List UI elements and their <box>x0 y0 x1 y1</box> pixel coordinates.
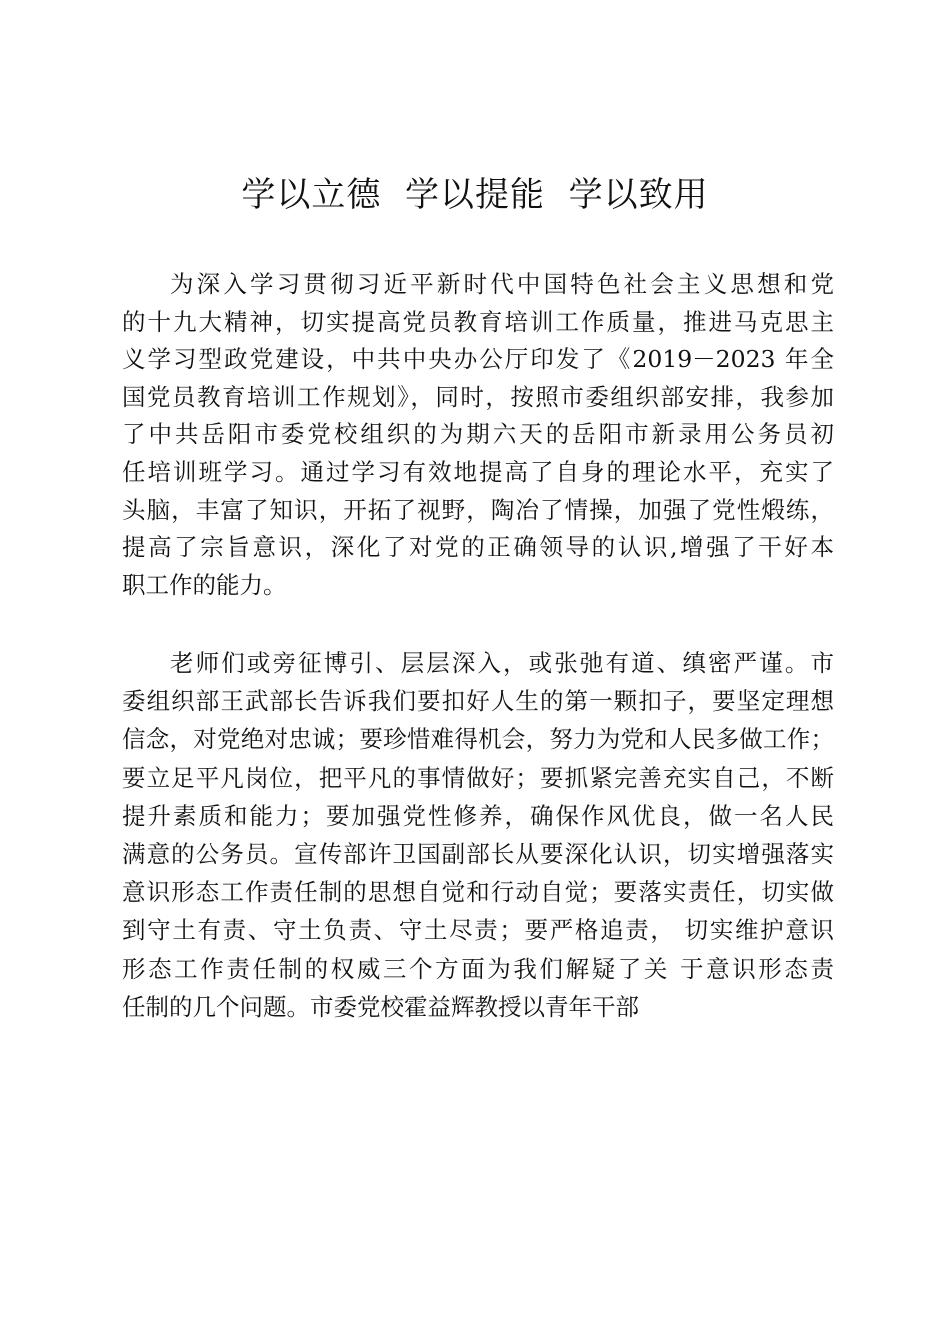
text-line: 为深入学习贯彻习近平新时代中国特色社会主义思想和党 <box>170 270 834 298</box>
text-line: 老师们或旁征博引、层层深入，或张弛有道、缜密严谨。市 <box>170 649 834 677</box>
text-line: 任培训班学习。通过学习有效地提高了自身的理论水平，充实了 <box>122 457 834 486</box>
text-line: 的十九大精神，切实提高党员教育培训工作质量，推进马克思主 <box>122 307 834 336</box>
text-line: 提高了宗旨意识，深化了对党的正确领导的认识,增强了干好本 <box>122 533 834 562</box>
text-line: 形态工作责任制的权威三个方面为我们解疑了关 于意识形态责 <box>122 954 834 983</box>
text-line: 头脑，丰富了知识，开拓了视野，陶冶了情操，加强了党性煅练， <box>122 495 834 524</box>
text-line: 意识形态工作责任制的思想自觉和行动自觉；要落实责任，切实做 <box>122 878 834 907</box>
text-line: 义学习型政党建设，中共中央办公厅印发了《2019－2023 年全 <box>122 345 834 374</box>
paragraph-2 <box>122 644 834 1026</box>
text-line: 满意的公务员。宣传部许卫国副部长从要深化认识，切实增强落实 <box>122 839 834 868</box>
text-line: 信念，对党绝对忠诚；要珍惜难得机会，努力为党和人民多做工作； <box>122 725 834 754</box>
text-line: 国党员教育培训工作规划》，同时，按照市委组织部安排，我参加 <box>122 382 834 411</box>
text-line: 提升素质和能力；要加强党性修养，确保作风优良，做一名人民 <box>122 801 834 830</box>
text-line: 任制的几个问题。市委党校霍益辉教授以青年干部 <box>122 992 639 1021</box>
document-title: 学以立德 学以提能 学以致用 <box>241 175 709 215</box>
text-line: 要立足平凡岗位，把平凡的事情做好；要抓紧完善充实自己，不断 <box>122 763 834 792</box>
text-line: 了中共岳阳市委党校组织的为期六天的岳阳市新录用公务员初 <box>122 420 834 449</box>
paragraph-1 <box>122 266 834 604</box>
text-line: 职工作的能力。 <box>122 570 287 599</box>
text-line: 委组织部王武部长告诉我们要扣好人生的第一颗扣子，要坚定理想 <box>122 687 834 716</box>
text-line: 到守土有责、守土负责、守土尽责；要严格追责， 切实维护意识 <box>122 916 834 945</box>
